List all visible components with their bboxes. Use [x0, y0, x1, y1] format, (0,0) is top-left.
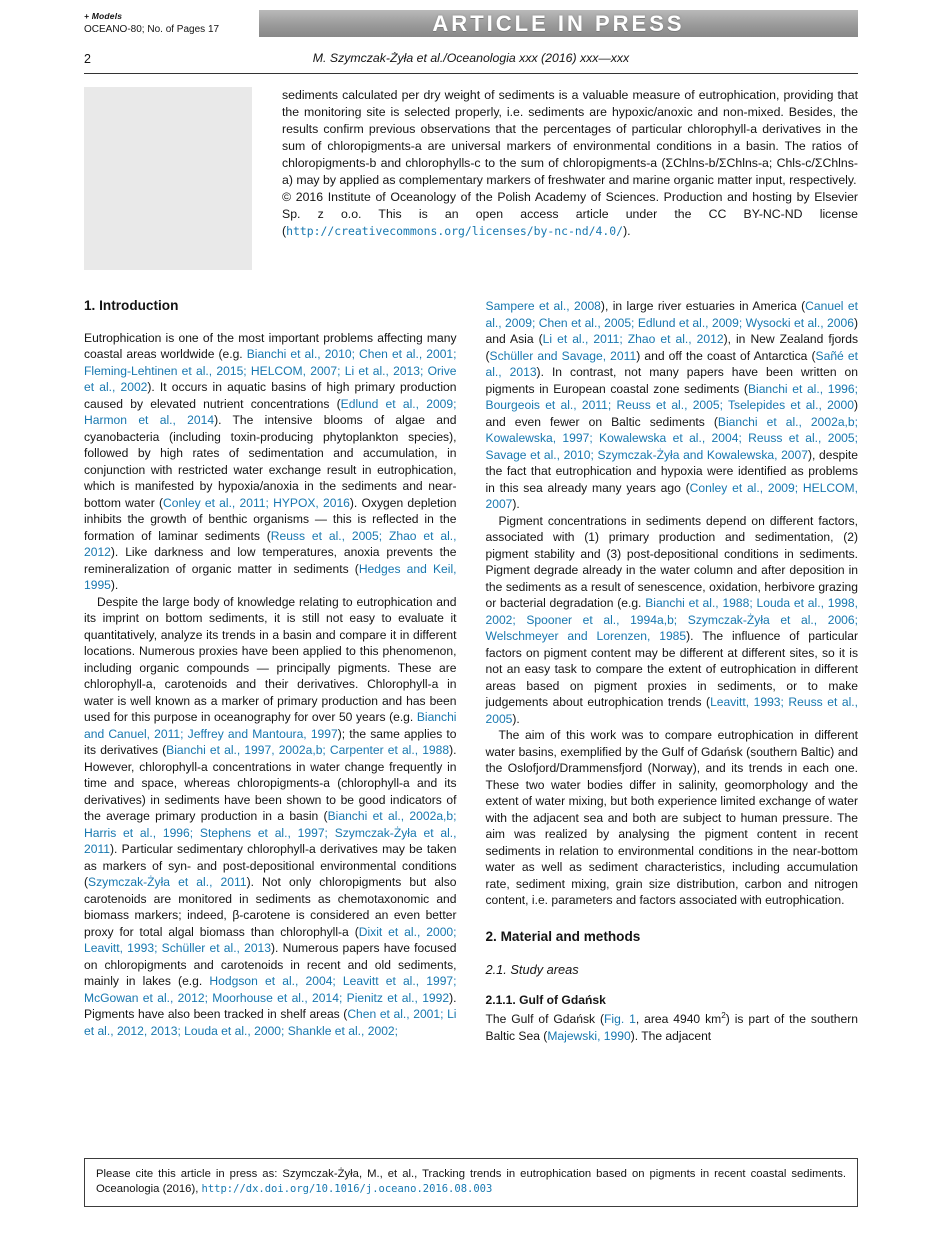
text-run: ). Oxygen depletion inhibits the growth of benthic organisms — this is reflected in the formation of laminar sediments ( [84, 495, 457, 543]
text-run: ). Particular sedimentary chlorophyll-a derivatives may be taken as markers of syn- and post-depositional environmental conditions ( [84, 842, 457, 889]
citation-link[interactable]: Conley et al., 2011; HYPOX, 2016 [163, 495, 350, 510]
text-run: ). Like darkness and low temperatures, anoxia prevents the remineralization of organic matter in sediments ( [84, 545, 457, 576]
text-run: ). [512, 711, 520, 726]
intro-paragraph-2 [84, 594, 457, 1040]
citation-link[interactable]: Bianchi et al., 1996; Bourgeois et al., 2011; Reuss et al., 2005; Tselepides et al., 2000 [485, 381, 858, 412]
header-rule [84, 73, 858, 74]
abstract-text-column [282, 87, 858, 270]
text-run: 2. Material and methods [485, 928, 641, 944]
text-run: ), in New Zealand fjords ( [485, 332, 858, 363]
running-header [84, 51, 858, 67]
citation-link[interactable]: Edlund et al., 2009; Harmon et al., 2014 [84, 396, 457, 427]
text-run: ). However, chlorophyll-a concentrations in water change frequently in time and space, whereas chloropigments-a (chlorophyll-a and its derivatives) in sediments have been shown to be good indicators of the average primary production in a basin ( [84, 743, 457, 823]
citation-link[interactable]: Bianchi et al., 2002a,b; Kowalewska, 1997; Kowalewska et al., 2004; Reuss et al., 2005; Savage et al., 2010; Szymczak-Żyła and Kowalewska, 2007 [485, 414, 858, 462]
text-run: ), despite the fact that eutrophication and hypoxia were identified as problems in this sea already many years ago ( [485, 447, 859, 495]
citation-link[interactable]: Canuel et al., 2009; Chen et al., 2005; Edlund et al., 2009; Wysocki et al., 2006 [485, 299, 858, 330]
citation-link[interactable]: Reuss et al., 2005; Zhao et al., 2012 [84, 528, 457, 559]
text-run: ). It occurs in aquatic basins of high primary production caused by elevated nutrient concentrations ( [84, 380, 457, 411]
intro-paragraph-4 [486, 727, 859, 909]
text-run: ). The adjacent [630, 1028, 712, 1043]
text-run: Please cite this article in press as: Szymczak-Żyła, M., et al., Tracking trends in eutrophication based on pigments in recent coastal sediments. Oceanologia (2016), [96, 1167, 846, 1196]
text-run: © 2016 Institute of Oceanology of the Polish Academy of Sciences. Production and hosting by Elsevier Sp. z o.o. This is an open access article under the CC BY-NC-ND license ( [282, 190, 858, 238]
text-run: ) and Asia ( [485, 315, 858, 346]
abstract-section [84, 87, 858, 270]
citation-link[interactable]: Sampere et al., 2008 [485, 299, 601, 313]
text-run: 2.1. Study areas [485, 962, 579, 977]
text-run: Despite the large body of knowledge relating to eutrophication and its imprint on bottom sediments, it is still not easy to evaluate it quantitatively, analyze its trends in a basin and compare it in different locations. Numerous proxies have been applied to this phenomenon, including organic compounds — principally pigments. These are chlorophyll-a, carotenoids and their derivatives. Chlorophyll-a in water is well known as a marker of primary production and has been used for this purpose in oceanography for over 50 years (e.g. [84, 594, 457, 724]
masthead-left [84, 10, 259, 37]
url-link[interactable]: http://dx.doi.org/10.1016/j.oceano.2016.08.003 [201, 1183, 493, 1196]
text-run: ). The influence of particular factors on pigment content may be different at different sites, so it is not an easy task to compare the extent of eutrophication in different areas based on pigment proxies in sediments, or to make judgements about eutrophication trends ( [485, 629, 858, 709]
intro-paragraph-2-continued [486, 298, 859, 513]
citation-link[interactable]: Hedges and Keil, 1995 [84, 561, 457, 592]
text-run: 1. Introduction [84, 298, 179, 313]
citation-link[interactable]: Conley et al., 2009; HELCOM, 2007 [485, 480, 858, 511]
abstract-tail: sediments calculated per dry weight of sediments is a valuable measure of eutrophication, providing that the monitoring site is selected properly, i.e. sediments are hypoxic/anoxic and non-mixed. Besides, the results confirm previous observations that the percentages of particular chlorophyll-a derivatives in the sum of chloropigments-a are universal markers of environmental conditions in a basin. The ratios of chloropigments-b and chlorophylls-c to the sum of chloropigments-a (ΣChlns-b/ΣChlns-a; Chls-c/ΣChlns-a) may by applied as complementary markers of freshwater and marine organic matter input, respectively. [282, 88, 858, 187]
superscript: 2 [721, 1010, 726, 1020]
intro-paragraph-3 [486, 513, 859, 728]
citation-link[interactable]: Leavitt, 1993; Reuss et al., 2005 [485, 695, 858, 726]
citation-link[interactable]: Bianchi et al., 2002a,b; Harris et al., 1996; Stephens et al., 1997; Szymczak-Żyła et al., 2011 [84, 809, 457, 856]
text-run: ). The intensive blooms of algae and cyanobacteria (including toxin-producing phytoplankton species), followed by high rates of sedimentation and accumulation, in conjunction with restricted water exchange result in eutrophication, which is manifested by hypoxia/anoxia in the sediments and near-bottom water ( [84, 413, 457, 510]
citation-link[interactable]: Bianchi et al., 1997, 2002a,b; Carpenter et al., 1988 [166, 743, 450, 757]
text-run: The aim of this work was to compare eutrophication in different water basins, exemplified by the Gulf of Gdańsk (southern Baltic) and the Oslofjord/Drammensfjord (Norway), and its trends in each one. These two water bodies differ in salinity, geomorphology and the extent of water mixing, but both experience limited exchange of water with the adjacent sea and both are subject to human pressure. The aim was realized by analysing the pigment content in recent sediments in relation to environmental conditions in the near-bottom water as well as sediment characteristics, including accumulation rate, sediment mixing, grain size distribution, carbon and nitrogen content, i.e. parameters and factors associated with eutrophication. [485, 728, 858, 907]
citation-link[interactable]: Bianchi and Canuel, 2011; Jeffrey and Mantoura, 1997 [84, 710, 457, 741]
text-run: ). Numerous papers have focused on chloropigments and carotenoids in recent and old sediments, mainly in lakes (e.g. [84, 941, 457, 988]
text-run: 2.1.1. Gulf of Gdańsk [485, 992, 606, 1007]
journal-pages-label: OCEANO-80; No. of Pages 17 [84, 24, 220, 35]
text-run: ) is part of the southern Baltic Sea ( [485, 1012, 858, 1043]
citation-link[interactable]: Schüller and Savage, 2011 [489, 348, 637, 363]
left-column [84, 298, 457, 1044]
banner-text: ARTICLE IN PRESS [432, 10, 685, 36]
models-label: + Models [84, 11, 123, 21]
text-run: ); the same applies to its derivatives ( [84, 726, 457, 757]
text-run: ). [512, 497, 520, 511]
text-run: ). [623, 224, 631, 238]
citation-link[interactable]: Majewski, 1990 [547, 1028, 631, 1043]
copyright-note [282, 189, 858, 240]
cite-note [96, 1167, 846, 1198]
citation-link[interactable]: Bianchi et al., 1988; Louda et al., 1998, 2002; Spooner et al., 1994a,b; Szymczak-Żyła et al., 2006; Welschmeyer and Lorenzen, 1985 [485, 596, 858, 643]
please-cite-box [84, 1158, 858, 1207]
masthead [84, 10, 858, 37]
article-in-press-banner [259, 10, 858, 37]
citation-link[interactable]: Chen et al., 2001; Li et al., 2012, 2013; Louda et al., 2000; Shankle et al., 2002; [84, 1007, 457, 1038]
text-run: ). Pigments have also been tracked in shelf areas ( [84, 990, 457, 1021]
page-number: 2 [84, 52, 91, 66]
text-run: ). [110, 578, 119, 592]
citation-link[interactable]: Sañé et al., 2013 [485, 348, 858, 379]
text-run: Eutrophication is one of the most important problems affecting many coastal areas worldwide (e.g. [84, 330, 457, 361]
heading-gulf-of-gdansk [486, 992, 859, 1009]
text-run: , area 4940 km [635, 1012, 722, 1026]
running-title: M. Szymczak-Żyła et al./Oceanologia xxx (2016) xxx—xxx [312, 51, 630, 65]
gulf-of-gdansk-paragraph [486, 1011, 859, 1044]
citation-link[interactable]: Hodgson et al., 2004; Leavitt et al., 1997; McGowan et al., 2012; Moorhouse et al., 2014; Pienitz et al., 1992 [84, 974, 457, 1005]
text-run: ), in large river estuaries in America ( [600, 299, 806, 313]
right-column [486, 298, 859, 1044]
citation-link[interactable]: Fig. 1 [604, 1012, 636, 1026]
heading-introduction [84, 298, 457, 315]
citation-link[interactable]: Dixit et al., 2000; Leavitt, 1993; Schüller et al., 2013 [84, 924, 457, 955]
graphical-abstract-placeholder [84, 87, 252, 270]
citation-link[interactable]: Bianchi et al., 2010; Chen et al., 2001; Fleming-Lehtinen et al., 2015; HELCOM, 2007; Li et al., 2013; Orive et al., 2002 [84, 347, 457, 394]
heading-material-and-methods [486, 929, 859, 946]
citation-link[interactable]: Szymczak-Żyła et al., 2011 [88, 875, 247, 889]
text-run: The Gulf of Gdańsk ( [485, 1012, 605, 1026]
intro-paragraph-1 [84, 330, 457, 594]
text-run: ) and even fewer on Baltic sediments ( [485, 398, 858, 429]
heading-study-areas [486, 962, 859, 979]
text-run: ). Not only chloropigments but also carotenoids are monitored in sediments as chemotaxonomic and biomass markers; indeed, β-carotene is considered an even better proxy for total algal biomass than chlorophyll-a ( [84, 875, 457, 939]
url-link[interactable]: http://creativecommons.org/licenses/by-nc-nd/4.0/ [286, 224, 624, 238]
text-run: ) and off the coast of Antarctica ( [636, 348, 816, 363]
text-run: ). In contrast, not many papers have been written on pigments in European coastal zone sediments ( [485, 365, 858, 396]
body-columns [84, 298, 858, 1044]
citation-link[interactable]: Li et al., 2011; Zhao et al., 2012 [542, 332, 724, 346]
text-run: Pigment concentrations in sediments depend on different factors, associated with (1) primary production and sedimentation, (2) pigment stability and (3) post-depositional conditions in sediments. Pigment degrade already in the water column and after deposition in the sediments as a result of senescence, oxidation, herbivore grazing or bacterial degradation (e.g. [485, 513, 858, 610]
